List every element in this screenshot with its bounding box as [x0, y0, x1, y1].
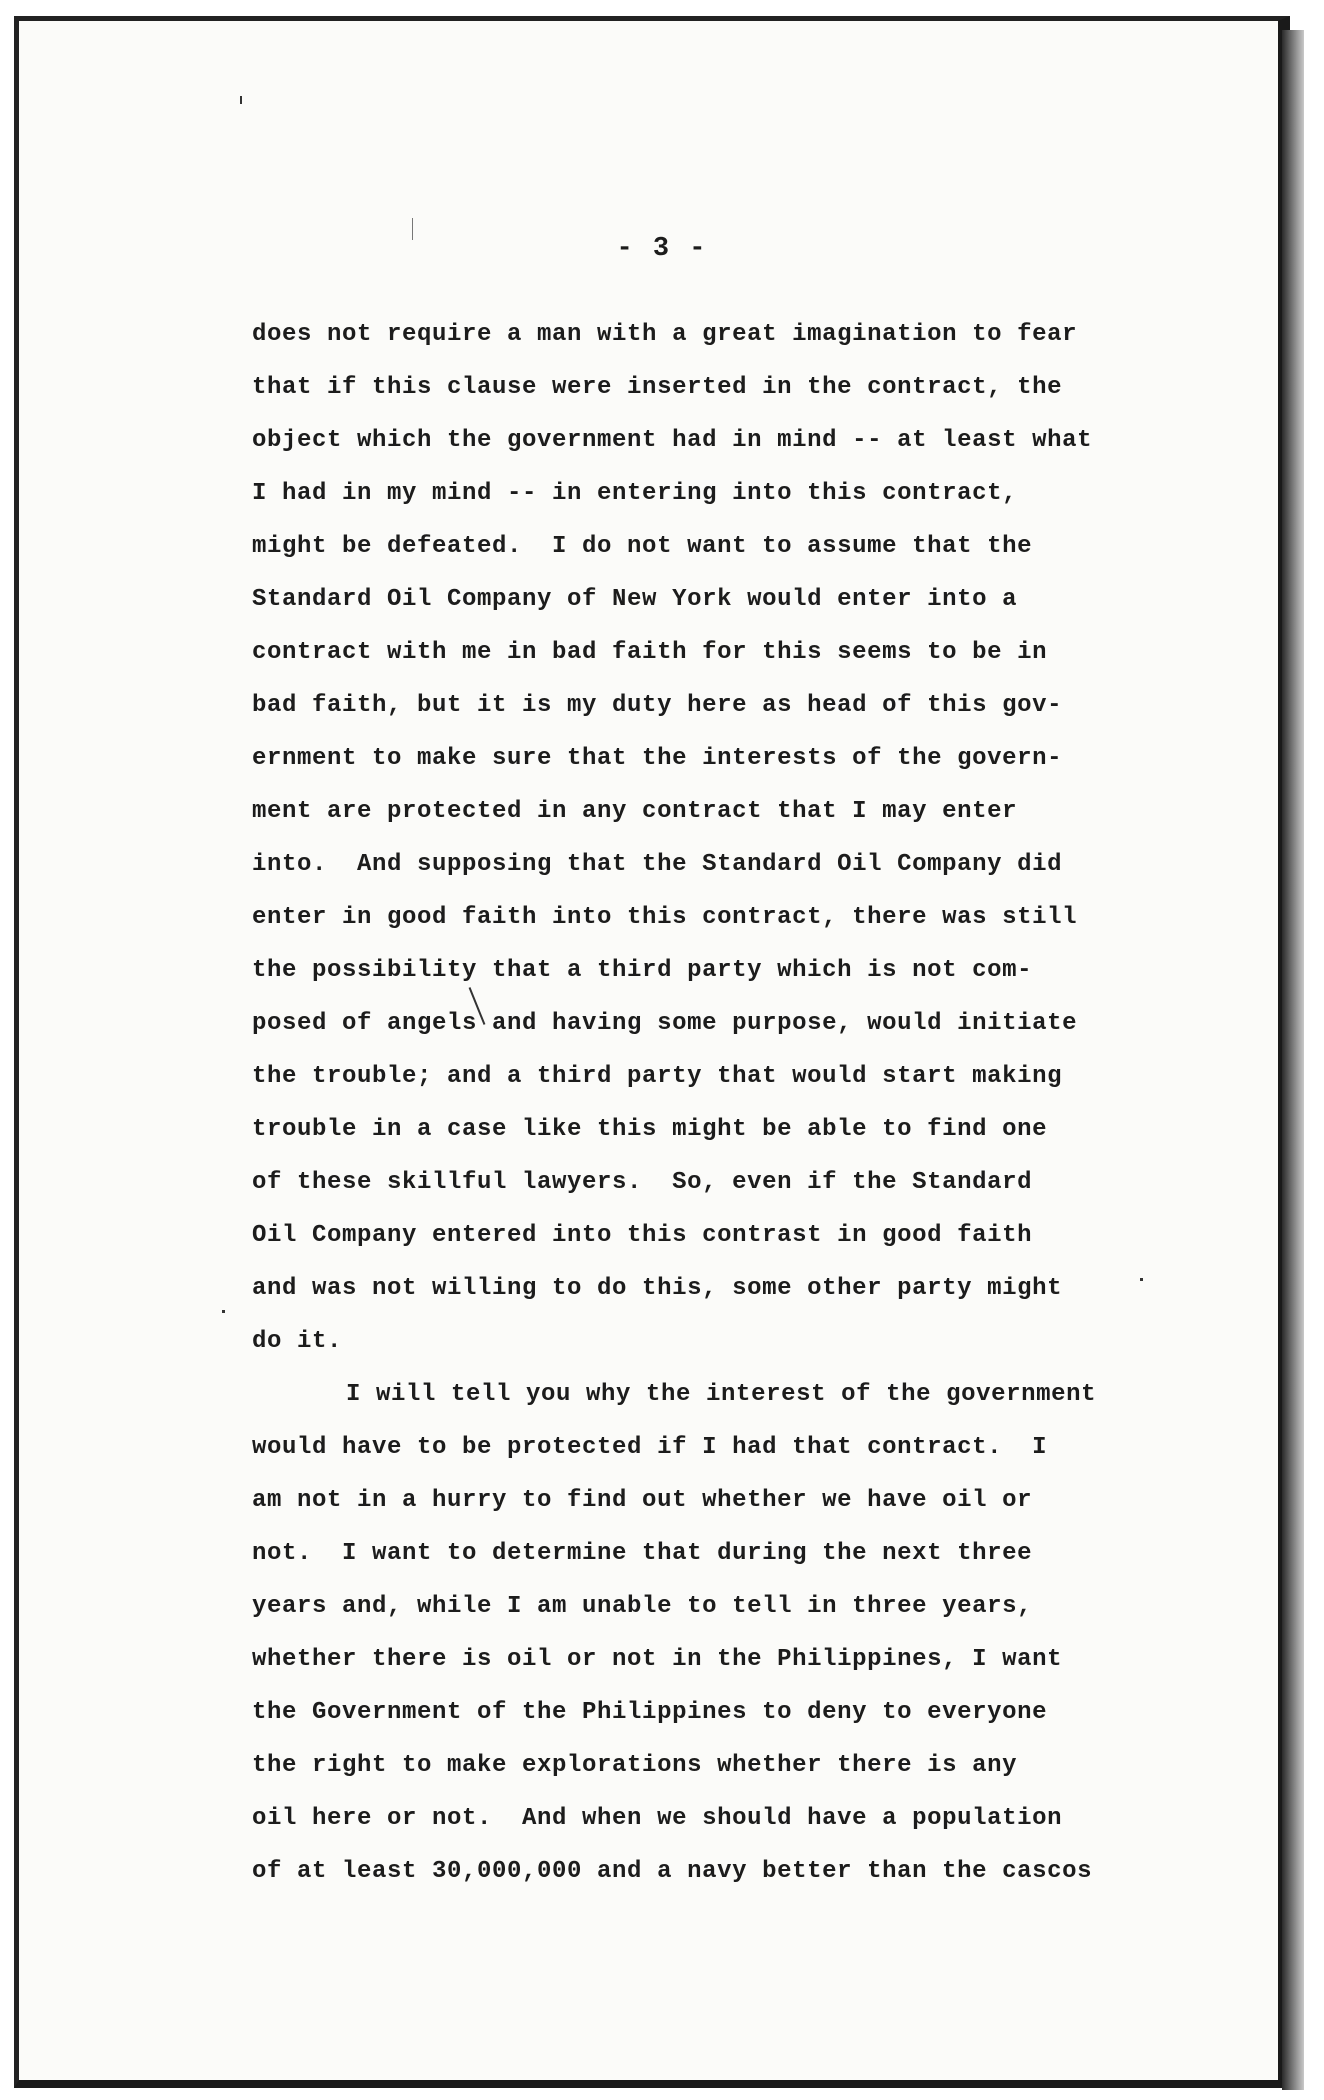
page-edge-shadow: [1282, 30, 1304, 2090]
pencil-mark: [412, 218, 413, 240]
text-line: the right to make explorations whether there is any: [252, 1752, 1018, 1779]
text-line: the Government of the Philippines to deny to everyone: [252, 1699, 1048, 1726]
text-line: not. I want to determine that during the next three: [252, 1540, 1033, 1567]
text-line: ernment to make sure that the interests of the govern-: [252, 745, 1063, 772]
text-line: the trouble; and a third party that would start making: [252, 1063, 1063, 1090]
text-line: posed of angels and having some purpose, would initiate: [252, 1010, 1078, 1037]
text-line: might be defeated. I do not want to assume that the: [252, 533, 1033, 560]
text-line: contract with me in bad faith for this seems to be in: [252, 639, 1048, 666]
text-line: bad faith, but it is my duty here as head of this gov-: [252, 692, 1063, 719]
text-line: enter in good faith into this contract, there was still: [252, 904, 1078, 931]
text-line: that if this clause were inserted in the contract, the: [252, 374, 1063, 401]
text-line: I will tell you why the interest of the government: [346, 1381, 1097, 1408]
typed-body-text: [252, 308, 1152, 1898]
text-line: would have to be protected if I had that contract. I: [252, 1434, 1048, 1461]
scan-speck: [222, 1310, 225, 1313]
text-line: trouble in a case like this might be able to find one: [252, 1116, 1048, 1143]
text-line: do it.: [252, 1328, 343, 1355]
text-line: into. And supposing that the Standard Oil Company did: [252, 851, 1063, 878]
text-line: object which the government had in mind -- at least what: [252, 427, 1093, 454]
text-line: oil here or not. And when we should have a population: [252, 1805, 1063, 1832]
text-line: does not require a man with a great imagination to fear: [252, 321, 1078, 348]
text-line: of at least 30,000,000 and a navy better than the cascos: [252, 1858, 1093, 1885]
text-line: the possibility that a third party which is not com-: [252, 957, 1033, 984]
text-line: years and, while I am unable to tell in three years,: [252, 1593, 1033, 1620]
text-line: Oil Company entered into this contrast in good faith: [252, 1222, 1033, 1249]
paragraph-1: [252, 308, 1152, 1368]
text-line: I had in my mind -- in entering into this contract,: [252, 480, 1018, 507]
text-line: Standard Oil Company of New York would enter into a: [252, 586, 1018, 613]
scan-speck: [1140, 1278, 1143, 1281]
text-line: and was not willing to do this, some other party might: [252, 1275, 1063, 1302]
page-number: - 3 -: [616, 234, 708, 264]
paragraph-2: [252, 1368, 1152, 1898]
text-line: ment are protected in any contract that I may enter: [252, 798, 1018, 825]
text-line: whether there is oil or not in the Philippines, I want: [252, 1646, 1063, 1673]
text-line: am not in a hurry to find out whether we have oil or: [252, 1487, 1033, 1514]
pencil-mark: [240, 96, 242, 104]
text-line: of these skillful lawyers. So, even if the Standard: [252, 1169, 1033, 1196]
